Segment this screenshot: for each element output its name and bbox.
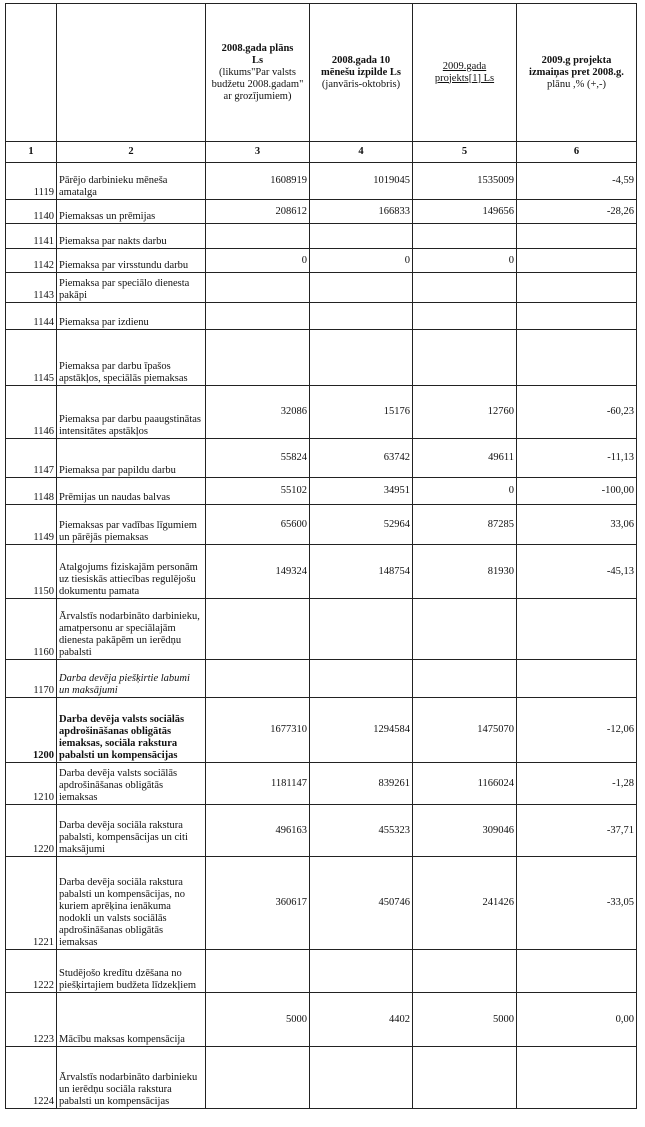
table-row: [6, 249, 637, 273]
row-code: 1222: [6, 950, 57, 993]
row-execution-value: [310, 1047, 413, 1109]
row-change-value: [517, 249, 637, 273]
row-project-value: [413, 1047, 517, 1109]
row-project-value: [413, 660, 517, 698]
row-plan-value: [206, 330, 310, 386]
table-row: [6, 303, 637, 330]
row-project-value: [413, 599, 517, 660]
row-project-value: [413, 273, 517, 303]
row-project-value: [413, 303, 517, 330]
header-col-execution: 2008.gada 10 mēnešu izpilde Ls (janvāris-oktobris): [310, 4, 413, 142]
header-col-project: 2009.gada projekts[1] Ls: [413, 4, 517, 142]
column-number: 1: [6, 142, 57, 163]
footnote-link[interactable]: projekts[1] Ls: [434, 72, 495, 84]
row-execution-value: [310, 224, 413, 249]
table-row: [6, 1047, 637, 1109]
row-code: 1223: [6, 993, 57, 1047]
row-code: 1221: [6, 857, 57, 950]
header-row: [6, 4, 637, 142]
column-number: 3: [206, 142, 310, 163]
table-row: [6, 273, 637, 303]
row-project-value: 49611: [413, 439, 517, 478]
row-change-value: -45,13: [517, 545, 637, 599]
row-code: 1140: [6, 200, 57, 224]
row-execution-value: 4402: [310, 993, 413, 1047]
row-execution-value: 52964: [310, 505, 413, 545]
row-code: 1142: [6, 249, 57, 273]
table-row: [6, 163, 637, 200]
row-plan-value: 55102: [206, 478, 310, 505]
row-code: 1200: [6, 698, 57, 763]
row-change-value: -60,23: [517, 386, 637, 439]
row-name: Darba devēja valsts sociālās apdrošināšanas obligātās iemaksas: [57, 763, 206, 805]
row-change-value: 33,06: [517, 505, 637, 545]
table-row: [6, 224, 637, 249]
row-plan-value: 32086: [206, 386, 310, 439]
row-plan-value: 55824: [206, 439, 310, 478]
row-change-value: -4,59: [517, 163, 637, 200]
row-plan-value: [206, 599, 310, 660]
row-name: Studējošo kredītu dzēšana no piešķirtajiem budžeta līdzekļiem: [57, 950, 206, 993]
row-project-value: 1535009: [413, 163, 517, 200]
row-execution-value: [310, 599, 413, 660]
row-name: Piemaksa par darbu īpašos apstākļos, speciālās piemaksas: [57, 330, 206, 386]
row-plan-value: 65600: [206, 505, 310, 545]
row-name: Mācību maksas kompensācija: [57, 993, 206, 1047]
table-row: [6, 386, 637, 439]
row-execution-value: 148754: [310, 545, 413, 599]
header-col-change: 2009.g projekta izmaiņas pret 2008.g. plānu ,% (+,-): [517, 4, 637, 142]
row-execution-value: 1019045: [310, 163, 413, 200]
row-change-value: [517, 1047, 637, 1109]
row-project-value: 0: [413, 478, 517, 505]
row-execution-value: [310, 303, 413, 330]
row-plan-value: [206, 273, 310, 303]
row-execution-value: 34951: [310, 478, 413, 505]
row-code: 1147: [6, 439, 57, 478]
row-plan-value: 5000: [206, 993, 310, 1047]
column-number: 5: [413, 142, 517, 163]
column-number: 4: [310, 142, 413, 163]
row-name: Piemaksa par speciālo dienesta pakāpi: [57, 273, 206, 303]
table-row: [6, 950, 637, 993]
row-code: 1210: [6, 763, 57, 805]
table-row: [6, 698, 637, 763]
row-execution-value: 450746: [310, 857, 413, 950]
row-project-value: [413, 330, 517, 386]
row-execution-value: 63742: [310, 439, 413, 478]
row-name: Darba devēja piešķirtie labumi un maksājumi: [57, 660, 206, 698]
table-row: [6, 660, 637, 698]
row-name: Piemaksas par vadības līgumiem un pārējās piemaksas: [57, 505, 206, 545]
row-plan-value: 360617: [206, 857, 310, 950]
table-row: [6, 330, 637, 386]
row-project-value: [413, 950, 517, 993]
table-row: [6, 200, 637, 224]
row-execution-value: [310, 330, 413, 386]
row-plan-value: 1181147: [206, 763, 310, 805]
row-project-value: 12760: [413, 386, 517, 439]
row-change-value: [517, 224, 637, 249]
row-name: Pārējo darbinieku mēneša amatalga: [57, 163, 206, 200]
row-code: 1170: [6, 660, 57, 698]
row-name: Ārvalstīs nodarbināto darbinieku un ierēdņu sociāla rakstura pabalsti un kompensācijas: [57, 1047, 206, 1109]
row-plan-value: 208612: [206, 200, 310, 224]
row-change-value: -12,06: [517, 698, 637, 763]
row-plan-value: [206, 950, 310, 993]
row-project-value: 309046: [413, 805, 517, 857]
table-row: [6, 505, 637, 545]
table-row: [6, 857, 637, 950]
row-execution-value: 1294584: [310, 698, 413, 763]
row-project-value: 1166024: [413, 763, 517, 805]
column-number: 6: [517, 142, 637, 163]
row-code: 1146: [6, 386, 57, 439]
row-plan-value: [206, 303, 310, 330]
table-row: [6, 805, 637, 857]
header-col-2: [57, 4, 206, 142]
row-code: 1150: [6, 545, 57, 599]
row-execution-value: 455323: [310, 805, 413, 857]
row-change-value: [517, 660, 637, 698]
header-col-1: [6, 4, 57, 142]
row-name: Piemaksa par virsstundu darbu: [57, 249, 206, 273]
row-project-value: 5000: [413, 993, 517, 1047]
row-name: Prēmijas un naudas balvas: [57, 478, 206, 505]
table-row: [6, 993, 637, 1047]
row-project-value: 1475070: [413, 698, 517, 763]
row-code: 1149: [6, 505, 57, 545]
row-plan-value: [206, 224, 310, 249]
row-change-value: [517, 330, 637, 386]
table-row: [6, 439, 637, 478]
row-execution-value: 166833: [310, 200, 413, 224]
row-execution-value: [310, 273, 413, 303]
row-code: 1224: [6, 1047, 57, 1109]
row-code: 1144: [6, 303, 57, 330]
row-code: 1145: [6, 330, 57, 386]
row-change-value: 0,00: [517, 993, 637, 1047]
row-plan-value: 149324: [206, 545, 310, 599]
row-name: Piemaksa par darbu paaugstinātas intensitātes apstākļos: [57, 386, 206, 439]
row-name: Ārvalstīs nodarbināto darbinieku, amatpersonu ar speciālajām dienesta pakāpēm un ierēdņu pabalsti: [57, 599, 206, 660]
row-name: Darba devēja valsts sociālās apdrošināšanas obligātās iemaksas, sociāla rakstura pabalsti un kompensācijas: [57, 698, 206, 763]
row-plan-value: [206, 1047, 310, 1109]
row-change-value: -11,13: [517, 439, 637, 478]
row-name: Darba devēja sociāla rakstura pabalsti un kompensācijas, no kuriem aprēķina ienākuma nodokli un valsts sociālās apdrošināšanas obligātās iemaksas: [57, 857, 206, 950]
row-code: 1220: [6, 805, 57, 857]
row-name: Atalgojums fiziskajām personām uz tiesiskās attiecības regulējošu dokumentu pamata: [57, 545, 206, 599]
row-project-value: 87285: [413, 505, 517, 545]
row-code: 1119: [6, 163, 57, 200]
row-change-value: -28,26: [517, 200, 637, 224]
row-change-value: -37,71: [517, 805, 637, 857]
row-name: Piemaksa par papildu darbu: [57, 439, 206, 478]
row-plan-value: 496163: [206, 805, 310, 857]
row-execution-value: [310, 950, 413, 993]
row-plan-value: 1608919: [206, 163, 310, 200]
row-change-value: -100,00: [517, 478, 637, 505]
column-number: 2: [57, 142, 206, 163]
row-code: 1143: [6, 273, 57, 303]
table-row: [6, 599, 637, 660]
row-code: 1160: [6, 599, 57, 660]
row-name: Piemaksa par izdienu: [57, 303, 206, 330]
table-row: [6, 545, 637, 599]
row-plan-value: [206, 660, 310, 698]
budget-table: [5, 3, 637, 1109]
row-project-value: 241426: [413, 857, 517, 950]
row-change-value: [517, 950, 637, 993]
row-code: 1141: [6, 224, 57, 249]
column-number-row: [6, 142, 637, 163]
row-change-value: [517, 273, 637, 303]
row-name: Piemaksas un prēmijas: [57, 200, 206, 224]
row-execution-value: [310, 660, 413, 698]
row-change-value: -33,05: [517, 857, 637, 950]
row-name: Piemaksa par nakts darbu: [57, 224, 206, 249]
row-plan-value: 0: [206, 249, 310, 273]
row-code: 1148: [6, 478, 57, 505]
row-change-value: -1,28: [517, 763, 637, 805]
row-project-value: 149656: [413, 200, 517, 224]
row-project-value: 0: [413, 249, 517, 273]
table-body: [6, 163, 637, 1109]
row-project-value: 81930: [413, 545, 517, 599]
row-name: Darba devēja sociāla rakstura pabalsti, kompensācijas un citi maksājumi: [57, 805, 206, 857]
row-change-value: [517, 303, 637, 330]
header-col-plan: 2008.gada plāns Ls (likums"Par valsts budžetu 2008.gadam" ar grozījumiem): [206, 4, 310, 142]
row-plan-value: 1677310: [206, 698, 310, 763]
row-project-value: [413, 224, 517, 249]
table-row: [6, 478, 637, 505]
row-execution-value: 15176: [310, 386, 413, 439]
row-execution-value: 839261: [310, 763, 413, 805]
table-row: [6, 763, 637, 805]
row-execution-value: 0: [310, 249, 413, 273]
row-change-value: [517, 599, 637, 660]
